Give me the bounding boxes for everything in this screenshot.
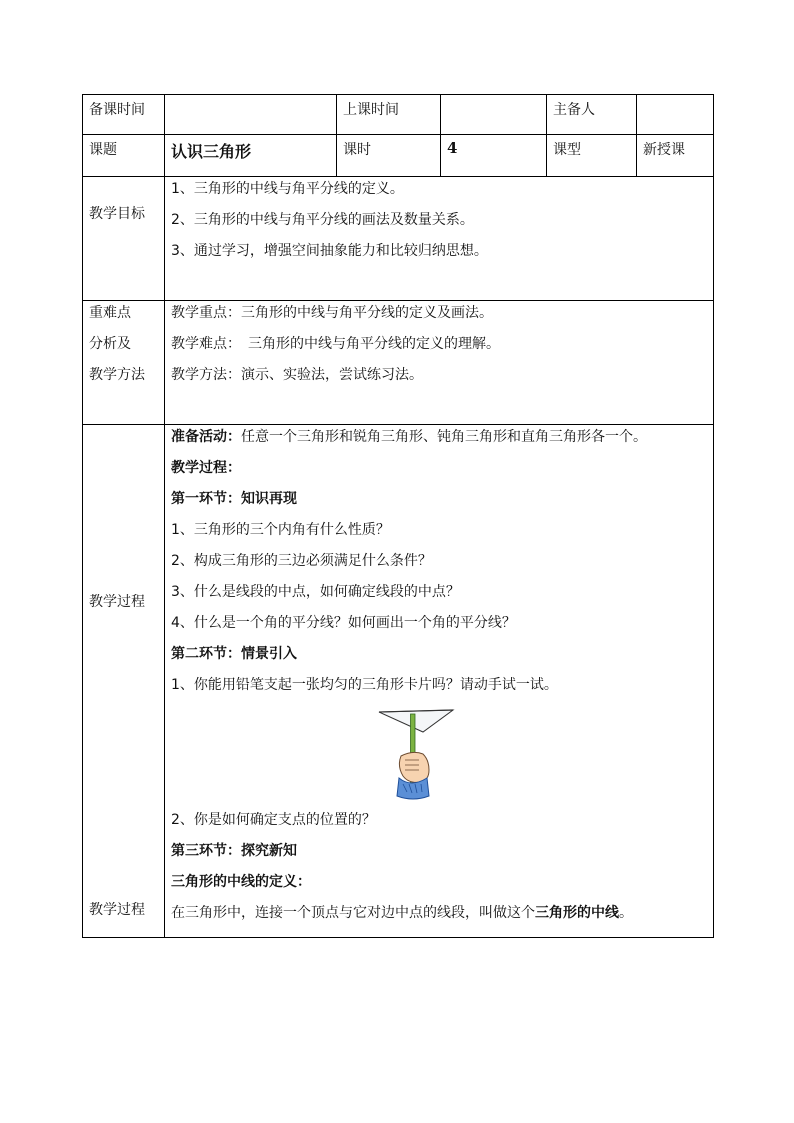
key-points-label [83,301,165,425]
process-content [165,425,714,938]
key-points-content [165,301,714,425]
objectives-row [83,177,714,301]
period-value [441,135,547,177]
header-row [83,95,714,135]
median-definition [171,903,707,923]
process-row [83,425,714,938]
section2-title [171,644,707,664]
process-title-text: 教学过程： [171,460,241,476]
class-time-label: 上课时间 [337,95,441,135]
section1-item: 1、三角形的三个内角有什么性质？ [171,522,390,538]
objective-item: 3、通过学习，增强空间抽象能力和比较归纳思想。 [171,243,488,259]
preparer-value [637,95,714,135]
prep-activity-text: 任意一个三角形和锐角三角形、钝角三角形和直角三角形各一个。 [241,429,647,445]
prep-time-label: 备课时间 [83,95,165,135]
section1-title [171,489,707,509]
objectives-content [165,177,714,301]
prep-time-value [165,95,337,135]
objectives-label: 教学目标 [83,177,165,301]
type-label: 课型 [547,135,637,177]
triangle-card-shape [379,710,453,732]
key-points-label-line: 重难点 [89,305,131,321]
median-definition-title-text: 三角形的中线的定义： [171,874,311,890]
objective-item: 2、三角形的中线与角平分线的画法及数量关系。 [171,212,474,228]
prep-activity-title: 准备活动： [171,429,241,445]
median-definition-end: 。 [619,905,633,921]
section3-title [171,841,707,861]
key-points-row [83,301,714,425]
prep-activity [171,427,707,447]
key-point-item: 教学方法：演示、实验法，尝试练习法。 [171,367,423,383]
process-label-bottom: 教学过程 [89,902,145,918]
class-time-value [441,95,547,135]
median-definition-title [171,872,707,892]
median-definition-text: 在三角形中，连接一个顶点与它对边中点的线段，叫做这个 [171,905,535,921]
objective-item: 1、三角形的中线与角平分线的定义。 [171,181,404,197]
period-label: 课时 [337,135,441,177]
key-points-label-line: 教学方法 [89,367,145,383]
process-label: 教学过程 [89,594,145,610]
key-point-item: 教学重点：三角形的中线与角平分线的定义及画法。 [171,305,493,321]
lesson-plan-table [82,94,714,938]
topic-label: 课题 [83,135,165,177]
section1-item: 4、什么是一个角的平分线？如何画出一个角的平分线？ [171,615,516,631]
section2-question: 2、你是如何确定支点的位置的？ [171,812,376,828]
lesson-row [83,135,714,177]
section2-title-text: 第二环节：情景引入 [171,646,297,662]
hand-shape [399,752,429,782]
section3-title-text: 第三环节：探究新知 [171,843,297,859]
median-definition-term: 三角形的中线 [535,905,619,921]
period-number: 4 [447,139,458,157]
section2-question: 1、你能用铅笔支起一张均匀的三角形卡片吗？请动手试一试。 [171,677,558,693]
hand-holding-pencil-icon [377,704,457,800]
key-point-item: 教学难点： 三角形的中线与角平分线的定义的理解。 [171,336,500,352]
section1-item: 2、构成三角形的三边必须满足什么条件？ [171,553,432,569]
topic-value: 认识三角形 [165,135,337,177]
key-points-label-line: 分析及 [89,336,131,352]
pencil-balancing-triangle-illustration [377,704,457,800]
lesson-plan-sheet [82,94,713,938]
section1-title-text: 第一环节：知识再现 [171,491,297,507]
process-title [171,458,707,478]
section1-item: 3、什么是线段的中点，如何确定线段的中点？ [171,584,460,600]
preparer-label: 主备人 [547,95,637,135]
process-label-cell [83,425,165,938]
type-value: 新授课 [637,135,714,177]
